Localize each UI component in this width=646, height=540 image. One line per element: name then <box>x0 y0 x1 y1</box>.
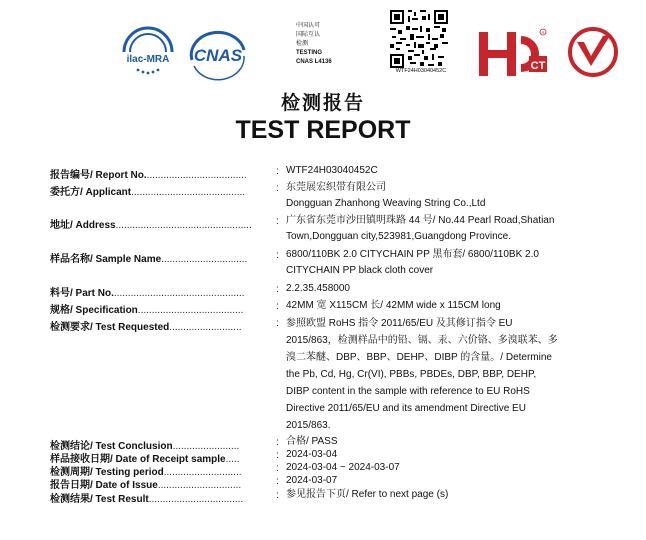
field-colon: : <box>276 450 279 461</box>
field-label-specification: 规格/ Specification...................................... <box>50 305 244 316</box>
field-colon: : <box>276 437 279 448</box>
field-value-test-conclusion: 合格/ PASS <box>286 436 338 447</box>
cnas-line1: 中国认可 <box>296 23 321 29</box>
cnas-line3: 检测 <box>296 41 309 47</box>
field-colon: : <box>276 318 279 329</box>
field-label-part-no: 料号/ Part No................................................ <box>50 288 245 299</box>
field-label-testing-period: 检测周期/ Testing period............................ <box>50 467 242 478</box>
field-colon: : <box>276 284 279 295</box>
svg-text:R: R <box>541 30 545 35</box>
field-colon: : <box>276 476 279 487</box>
field-value-date-of-receipt: 2024-03-04 <box>286 449 338 460</box>
report-title-cn: 检测报告 <box>280 93 365 114</box>
cnas-line4: TESTING <box>296 50 323 56</box>
field-label-report-no: 报告编号/ Report No..................................... <box>50 170 247 181</box>
field-colon: : <box>276 216 279 227</box>
field-colon: : <box>276 463 279 474</box>
hct-logo <box>477 26 549 80</box>
ilac-label: ilac-MRA <box>126 54 170 65</box>
field-colon: : <box>276 183 279 194</box>
field-label-date-of-issue: 报告日期/ Date of Issue.............................. <box>50 480 242 491</box>
check-mark-logo <box>567 26 619 78</box>
field-value-specification: 42MM 宽 X115CM 长/ 42MM wide x 115CM long <box>286 300 501 311</box>
field-value-test-result: 参见报告下页/ Refer to next page (s) <box>286 489 449 500</box>
svg-text:CT: CT <box>530 60 546 72</box>
report-title-en: TEST REPORT <box>235 116 411 144</box>
field-value-part-no: 2.2.35.458000 <box>286 283 350 294</box>
cnas-line5: CNAS L4136 <box>296 59 332 65</box>
field-label-address: 地址/ Address................................................. <box>50 220 252 231</box>
cnas-accreditation-text <box>296 22 366 67</box>
field-colon: : <box>276 490 279 501</box>
ilac-mra-logo <box>118 18 178 80</box>
qr-code-icon <box>390 10 448 68</box>
field-value-testing-period: 2024-03-04 ~ 2024-03-07 <box>286 462 400 473</box>
field-value-address: 广东省东莞市沙田镇明珠路 44 号/ No.44 Pearl Road,Shatian Town,Dongguan city,523981,Guangdong Province. <box>286 215 555 242</box>
field-value-applicant: 东莞展宏织带有限公司 Dongguan Zhanhong Weaving String Co.,Ltd <box>286 182 486 209</box>
field-colon: : <box>276 166 279 177</box>
cnas-line2: 国际互认 <box>296 32 321 38</box>
field-value-sample-name: 6800/110BK 2.0 CITYCHAIN PP 黑布套/ 6800/110BK 2.0 CITYCHAIN PP black cloth cover <box>286 249 539 276</box>
field-label-sample-name: 样品名称/ Sample Name............................... <box>50 254 248 265</box>
cnas-label: CNAS <box>193 46 243 65</box>
cnas-logo <box>186 20 250 82</box>
field-value-date-of-issue: 2024-03-07 <box>286 475 338 486</box>
field-value-test-requested: 参照欧盟 RoHS 指令 2011/65/EU 及其修订指令 EU 2015/863，检测样品中的铅、镉、汞、六价铬、多溴联苯、多 溴二苯醚、DBP、BBP、DEHP、DIBP 的含量。/ Determine the Pb, Cd, Hg, Cr(VI), PBBs, PBDEs, DBP, BBP, DEHP, DIBP content in the sample with reference to EU RoHS Directive 2011/65/EU and its amendment Directive EU 2015/863. <box>286 318 558 431</box>
field-label-applicant: 委托方/ Applicant......................................... <box>50 187 246 198</box>
qr-code-text: WTF24H03040452C <box>395 68 447 74</box>
field-label-date-of-receipt: 样品接收日期/ Date of Receipt sample..... <box>50 454 240 465</box>
field-label-test-requested: 检测要求/ Test Requested.......................... <box>50 322 242 333</box>
field-label-test-conclusion: 检测结论/ Test Conclusion........................ <box>50 441 240 452</box>
field-colon: : <box>276 250 279 261</box>
field-colon: : <box>276 301 279 312</box>
field-value-report-no: WTF24H03040452C <box>286 165 378 176</box>
field-label-test-result: 检测结果/ Test Result.................................. <box>50 494 244 505</box>
